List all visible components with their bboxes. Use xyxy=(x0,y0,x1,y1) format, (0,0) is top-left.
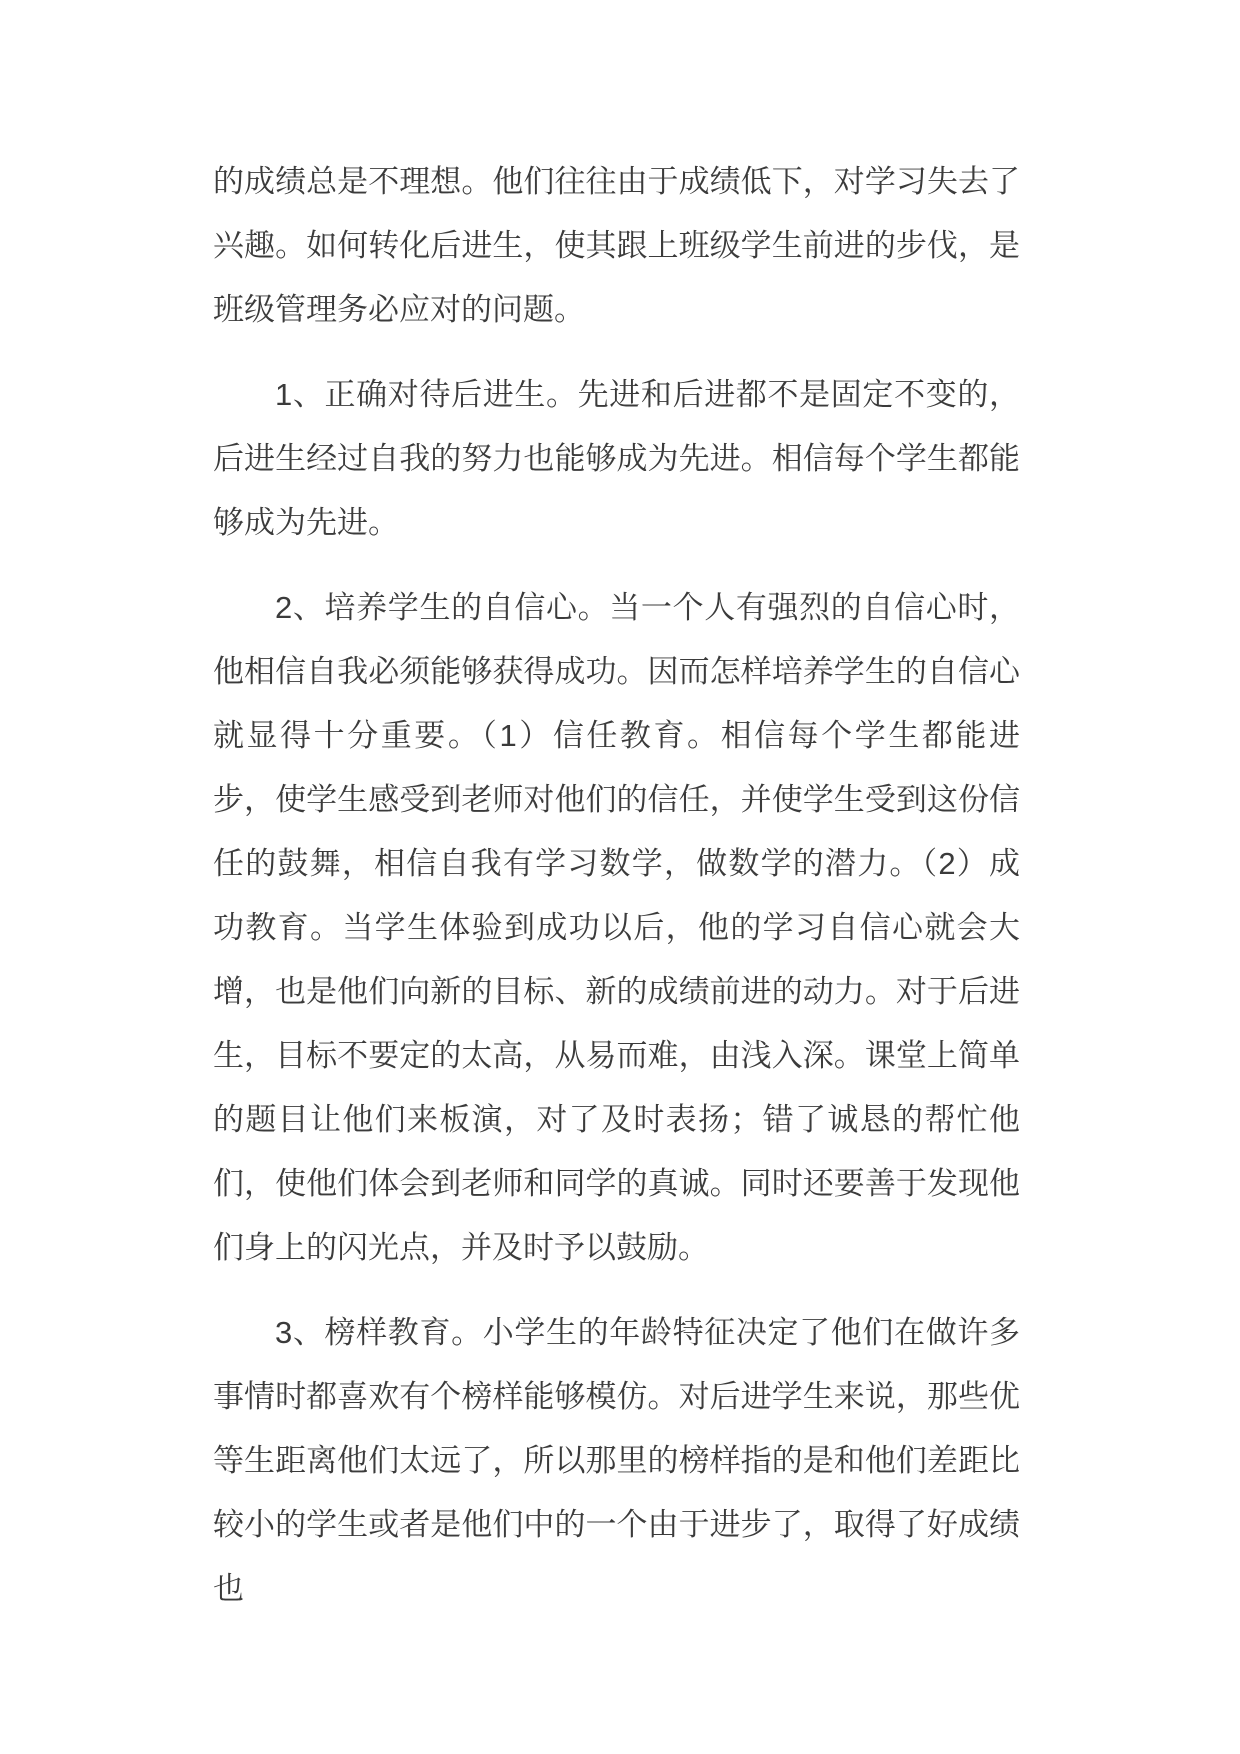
paragraph-point-3: 3、榜样教育。小学生的年龄特征决定了他们在做许多事情时都喜欢有个榜样能够模仿。对后进学生来说，那些优等生距离他们太远了，所以那里的榜样指的是和他们差距比较小的学生或者是他们中的一个由于进步了，取得了好成绩也 xyxy=(213,1315,1020,1606)
text-block xyxy=(213,150,1020,1642)
paragraph-point-1: 1、正确对待后进生。先进和后进都不是固定不变的，后进生经过自我的努力也能够成为先进。相信每个学生都能够成为先进。 xyxy=(213,377,1020,540)
paragraph-point-2: 2、培养学生的自信心。当一个人有强烈的自信心时，他相信自我必须能够获得成功。因而怎样培养学生的自信心就显得十分重要。（1）信任教育。相信每个学生都能进步，使学生感受到老师对他们的信任，并使学生受到这份信任的鼓舞，相信自我有学习数学，做数学的潜力。（2）成功教育。当学生体验到成功以后，他的学习自信心就会大增，也是他们向新的目标、新的成绩前进的动力。对于后进生，目标不要定的太高，从易而难，由浅入深。课堂上简单的题目让他们来板演，对了及时表扬；错了诚恳的帮忙他们，使他们体会到老师和同学的真诚。同时还要善于发现他们身上的闪光点，并及时予以鼓励。 xyxy=(213,590,1020,1265)
paragraph-continuation: 的成绩总是不理想。他们往往由于成绩低下，对学习失去了兴趣。如何转化后进生，使其跟上班级学生前进的步伐，是班级管理务必应对的问题。 xyxy=(213,164,1020,327)
